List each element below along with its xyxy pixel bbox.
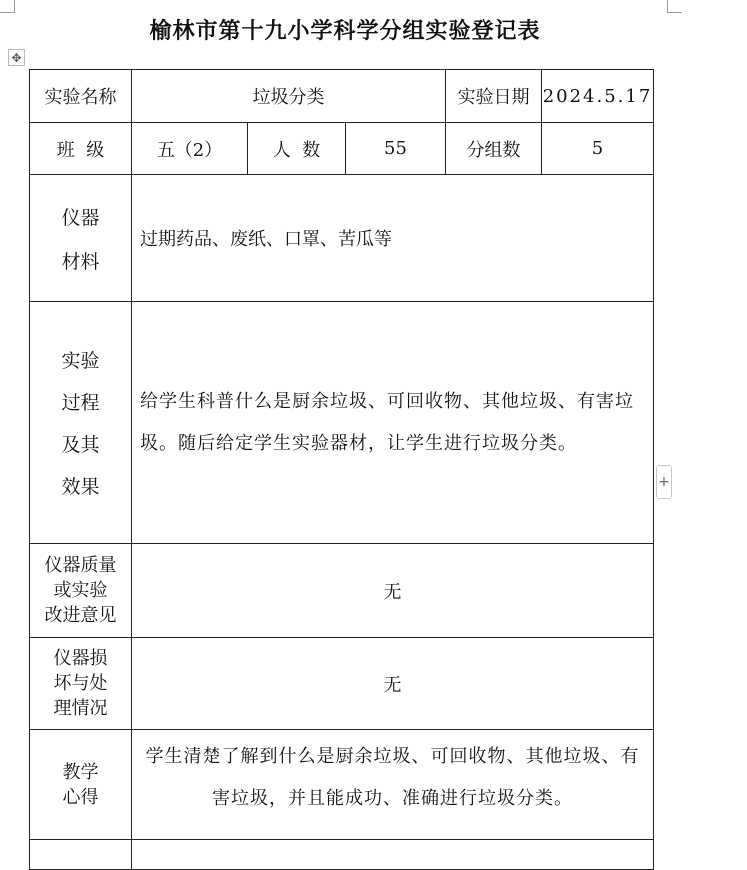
reflection-label-line: 心得 (62, 786, 99, 808)
table-row (30, 302, 654, 544)
materials-label-line: 仪器 (61, 206, 100, 229)
experiment-date-value[interactable]: 2024.5.17 (542, 70, 654, 123)
quality-label-line: 改进意见 (44, 605, 117, 626)
page-title: 榆林市第十九小学科学分组实验登记表 (149, 18, 541, 44)
reflection-label (30, 730, 132, 840)
table-row (30, 638, 654, 730)
quality-label-line: 仪器质量 (44, 555, 117, 576)
quality-value[interactable]: 无 (132, 544, 654, 638)
page-corner-mark-left (0, 0, 15, 13)
damage-label-line: 理情况 (53, 698, 108, 719)
table-move-handle[interactable] (8, 49, 25, 66)
experiment-date-label: 实验日期 (446, 70, 542, 123)
process-value[interactable]: 给学生科普什么是厨余垃圾、可回收物、其他垃圾、有害垃圾。随后给定学生实验器材，让学生进行垃圾分类。 (132, 302, 654, 544)
registration-table (29, 69, 654, 870)
experiment-name-value[interactable]: 垃圾分类 (132, 70, 446, 123)
damage-value[interactable]: 无 (132, 638, 654, 730)
table-row (30, 175, 654, 302)
reflection-value[interactable]: 学生清楚了解到什么是厨余垃圾、可回收物、其他垃圾、有害垃圾，并且能成功、准确进行垃圾分类。 (132, 730, 654, 840)
reflection-label-line: 教学 (62, 761, 99, 783)
materials-label-line: 材料 (61, 250, 100, 273)
process-label-line: 实验 (61, 350, 100, 372)
groups-label: 分组数 (446, 123, 542, 175)
table-row (30, 544, 654, 638)
damage-label-line: 仪器损 (53, 648, 108, 669)
materials-label (30, 175, 132, 302)
quality-label (30, 544, 132, 638)
count-value[interactable]: 55 (346, 123, 446, 175)
table-row (30, 123, 654, 175)
process-label-line: 及其 (61, 434, 100, 456)
plus-icon: + (658, 474, 670, 490)
move-arrows-icon: ✥ (11, 50, 22, 65)
experiment-name-label: 实验名称 (30, 70, 132, 123)
class-label: 班 级 (30, 123, 132, 175)
damage-label (30, 638, 132, 730)
groups-value[interactable]: 5 (542, 123, 654, 175)
process-label-line: 过程 (61, 392, 100, 414)
empty-cell (30, 840, 132, 870)
table-row (30, 70, 654, 123)
count-label: 人 数 (248, 123, 346, 175)
table-row (30, 730, 654, 840)
add-column-button[interactable] (656, 465, 672, 499)
empty-cell[interactable] (132, 840, 654, 870)
process-label-line: 效果 (61, 476, 100, 498)
class-value[interactable]: 五（2） (132, 123, 248, 175)
process-label (30, 302, 132, 544)
page-corner-mark-right (667, 0, 682, 13)
quality-label-line: 或实验 (53, 580, 108, 601)
materials-value[interactable]: 过期药品、废纸、口罩、苦瓜等 (132, 175, 654, 302)
damage-label-line: 坏与处 (53, 673, 108, 694)
table-row (30, 840, 654, 870)
